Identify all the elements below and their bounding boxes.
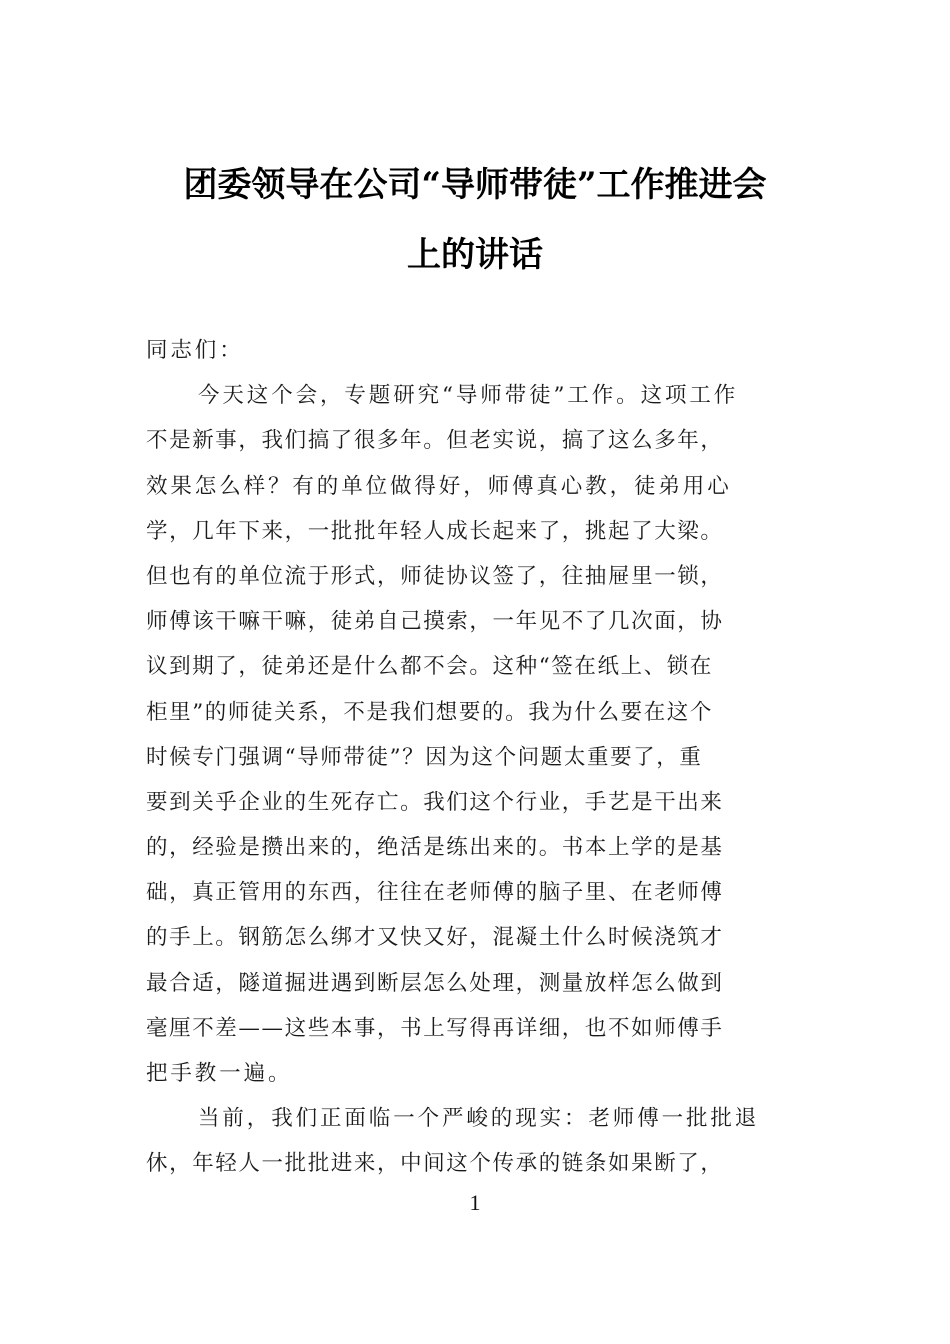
paragraph-line: 毫厘不差——这些本事，书上写得再详细，也不如师傅手	[146, 1015, 724, 1041]
paragraph-line: 师傅该干嘛干嘛，徒弟自己摸索，一年见不了几次面，协	[146, 609, 724, 635]
paragraph-line: 休，年轻人一批批进来，中间这个传承的链条如果断了，	[146, 1151, 724, 1177]
paragraph-line: 的手上。钢筋怎么绑才又快又好，混凝土什么时候浇筑才	[146, 925, 724, 951]
paragraph-line: 的，经验是攒出来的，绝活是练出来的。书本上学的是基	[146, 835, 724, 861]
document-body	[146, 328, 792, 1187]
paragraph-line: 把手教一遍。	[146, 1061, 293, 1086]
paragraph-line: 最合适，隧道掘进遇到断层怎么处理，测量放样怎么做到	[146, 970, 724, 996]
paragraph-line: 要到关乎企业的生死存亡。我们这个行业，手艺是干出来	[146, 789, 724, 815]
document-title	[120, 150, 830, 290]
paragraph-line: 议到期了，徒弟还是什么都不会。这种“签在纸上、锁在	[146, 654, 713, 680]
paragraph-line: 今天这个会，专题研究“导师带徒”工作。这项工作	[198, 383, 739, 409]
paragraph-line: 学，几年下来，一批批年轻人成长起来了，挑起了大梁。	[146, 518, 724, 544]
paragraph-line: 效果怎么样？有的单位做得好，师傅真心教，徒弟用心	[146, 473, 732, 499]
title-line-1: 团委领导在公司“导师带徒”工作推进会	[183, 165, 767, 205]
paragraph-line: 当前，我们正面临一个严峻的现实：老师傅一批批退	[198, 1106, 760, 1132]
paragraph-line: 但也有的单位流于形式，师徒协议签了，往抽屉里一锁，	[146, 563, 724, 589]
paragraph-1	[146, 373, 792, 1096]
paragraph-line: 不是新事，我们搞了很多年。但老实说，搞了这么多年，	[146, 428, 724, 454]
paragraph-line: 时候专门强调“导师带徒”？因为这个问题太重要了，重	[146, 744, 703, 770]
paragraph-2	[146, 1096, 792, 1186]
paragraph-line: 础，真正管用的东西，往往在老师傅的脑子里、在老师傅	[146, 880, 724, 906]
paragraph-line: 柜里”的师徒关系，不是我们想要的。我为什么要在这个	[146, 699, 713, 725]
page-number: 1	[469, 1190, 481, 1215]
title-line-2: 上的讲话	[407, 235, 543, 275]
salutation: 同志们：	[146, 338, 244, 363]
